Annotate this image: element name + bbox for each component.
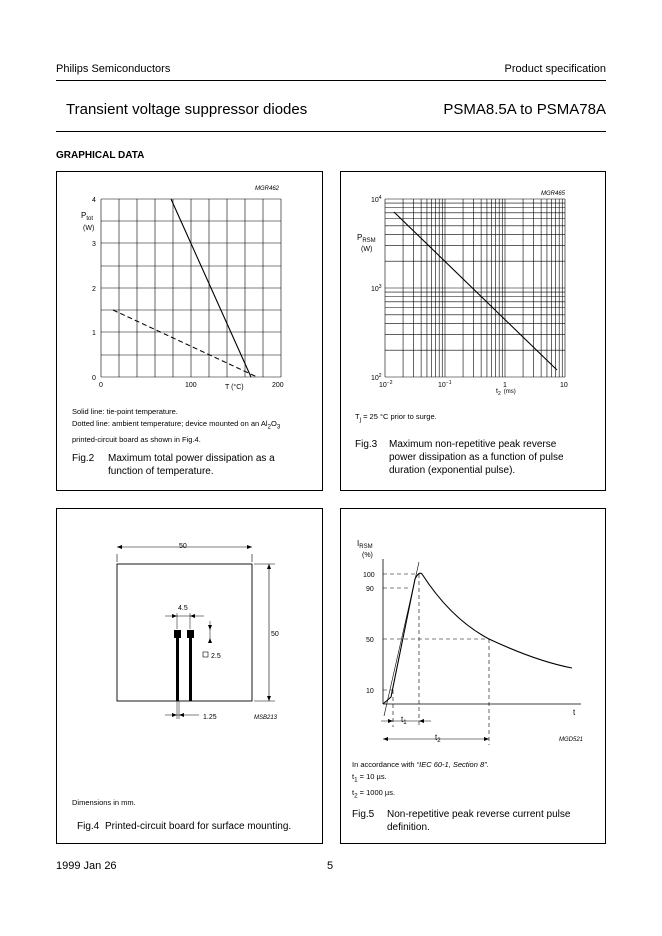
fig4-drawing xyxy=(57,509,324,845)
fig2-note1: Solid line: tie-point temperature. xyxy=(72,407,178,416)
fig3-ytick: $10^4$ xyxy=(371,195,382,204)
fig3-code: MGR465 xyxy=(541,191,566,197)
fig5-caption xyxy=(352,808,602,834)
fig4-code: MSB213 xyxy=(254,715,278,721)
fig5-panel xyxy=(340,508,606,844)
fig5-ytick: 100 xyxy=(363,572,375,579)
fig4-track-right xyxy=(189,638,192,701)
footer-date: 1999 Jan 26 xyxy=(56,860,117,872)
fig2-ytick: 4 xyxy=(92,197,96,204)
fig5-xlabel: t xyxy=(573,708,576,717)
fig3-caption xyxy=(355,438,600,477)
fig5-yunit: (%) xyxy=(362,552,373,559)
fig2-ylabel: $P_{tot}$ xyxy=(81,211,94,222)
fig5-caption-text: Non-repetitive peak reverse current pulse definition. xyxy=(387,809,571,833)
fig4-track-left xyxy=(176,638,179,701)
fig2-ytick: 1 xyxy=(92,330,96,337)
title-rule xyxy=(56,131,606,132)
header-rule xyxy=(56,80,606,81)
fig3-curve xyxy=(394,212,557,370)
fig4-caption-text: Printed-circuit board for surface mounting. xyxy=(105,821,292,832)
header-doc-type: Product specification xyxy=(504,63,606,75)
fig2-ytick: 3 xyxy=(92,241,96,248)
header-company: Philips Semiconductors xyxy=(56,63,171,75)
fig2-xlabel: T (°C) xyxy=(225,384,244,391)
fig2-ytick: 2 xyxy=(92,286,96,293)
fig2-xtick: 100 xyxy=(185,382,197,389)
fig4-panel xyxy=(56,508,323,844)
fig3-ytick: $10^3$ xyxy=(371,284,382,293)
fig4-pad-right xyxy=(187,630,194,638)
fig4-board-outline xyxy=(117,564,252,701)
fig5-ytick: 50 xyxy=(366,637,374,644)
fig5-ytick: 10 xyxy=(366,688,374,695)
fig2-note3: printed-circuit board as shown in Fig.4. xyxy=(72,434,201,444)
fig3-ytick: $10^2$ xyxy=(371,373,382,382)
fig4-pitch-label: 4.5 xyxy=(178,605,188,612)
fig5-note1: In accordance with “IEC 60-1, Section 8”. xyxy=(352,760,489,769)
page-number: 5 xyxy=(327,860,334,872)
fig2-yunit: (W) xyxy=(83,225,95,232)
fig4-pad-legend xyxy=(203,652,208,657)
fig3-xlabel: $t_2$ (ms) xyxy=(496,388,516,397)
fig3-panel xyxy=(340,171,606,491)
fig2-code: MGR462 xyxy=(255,186,280,192)
product-range: PSMA8.5A to PSMA78A xyxy=(443,101,606,118)
fig2-notes xyxy=(72,406,317,446)
fig5-ytick: 90 xyxy=(366,586,374,593)
fig3-xtick: 10 xyxy=(560,382,568,389)
fig4-note: Dimensions in mm. xyxy=(72,798,136,807)
fig5-note2: $t_1 = 10$ µs. xyxy=(352,772,387,784)
fig4-pad-left xyxy=(174,630,181,638)
fig5-note3: $t_2 = 1000$ µs. xyxy=(352,787,396,799)
fig4-caption xyxy=(77,820,322,833)
fig3-note: $T_j = 25$ °C prior to surge. xyxy=(355,412,437,424)
fig4-track-label: 1.25 xyxy=(203,714,217,721)
fig3-caption-text: Maximum non-repetitive peak reverse power dissipation as a function of pulse duration (exponential pulse). xyxy=(389,439,564,476)
fig5-notes xyxy=(352,759,602,802)
fig4-caption-num: Fig.4 xyxy=(77,821,100,832)
fig3-grid xyxy=(385,199,565,377)
fig2-panel xyxy=(56,171,323,491)
fig5-code: MGD521 xyxy=(559,737,584,743)
fig4-height-label: 50 xyxy=(271,631,279,638)
fig2-xtick: 200 xyxy=(272,382,284,389)
fig3-caption-num: Fig.3 xyxy=(355,439,378,450)
fig2-ytick: 0 xyxy=(92,375,96,382)
section-title: GRAPHICAL DATA xyxy=(56,150,145,161)
fig3-yunit: (W) xyxy=(361,246,373,253)
fig3-ylabel: $P_{RSM}$ xyxy=(357,233,376,244)
fig4-width-label: 50 xyxy=(179,543,187,550)
fig2-caption-num: Fig.2 xyxy=(72,453,95,464)
fig5-caption-num: Fig.5 xyxy=(352,809,375,820)
fig3-xtick: 1 xyxy=(503,382,507,389)
fig2-grid xyxy=(101,199,281,377)
fig2-caption-text: Maximum total power dissipation as a function of temperature. xyxy=(108,453,275,477)
fig5-ylabel: $I_{RSM}$ xyxy=(357,539,373,550)
page-title: Transient voltage suppressor diodes xyxy=(66,101,308,118)
fig2-xtick: 0 xyxy=(99,382,103,389)
fig4-pad-label: 2.5 xyxy=(211,653,221,660)
fig5-t2-label: $t_2$ xyxy=(435,733,441,744)
fig5-t1-label: $t_1$ xyxy=(401,715,407,726)
fig2-caption xyxy=(72,452,317,478)
fig3-xtick: $10^{-1}$ xyxy=(438,380,452,389)
fig3-xtick: $10^{-2}$ xyxy=(379,380,393,389)
fig5-pulse-curve xyxy=(383,573,572,704)
fig2-note2: Dotted line: ambient temperature; device mounted on an $Al_2O_3$ xyxy=(72,419,281,431)
